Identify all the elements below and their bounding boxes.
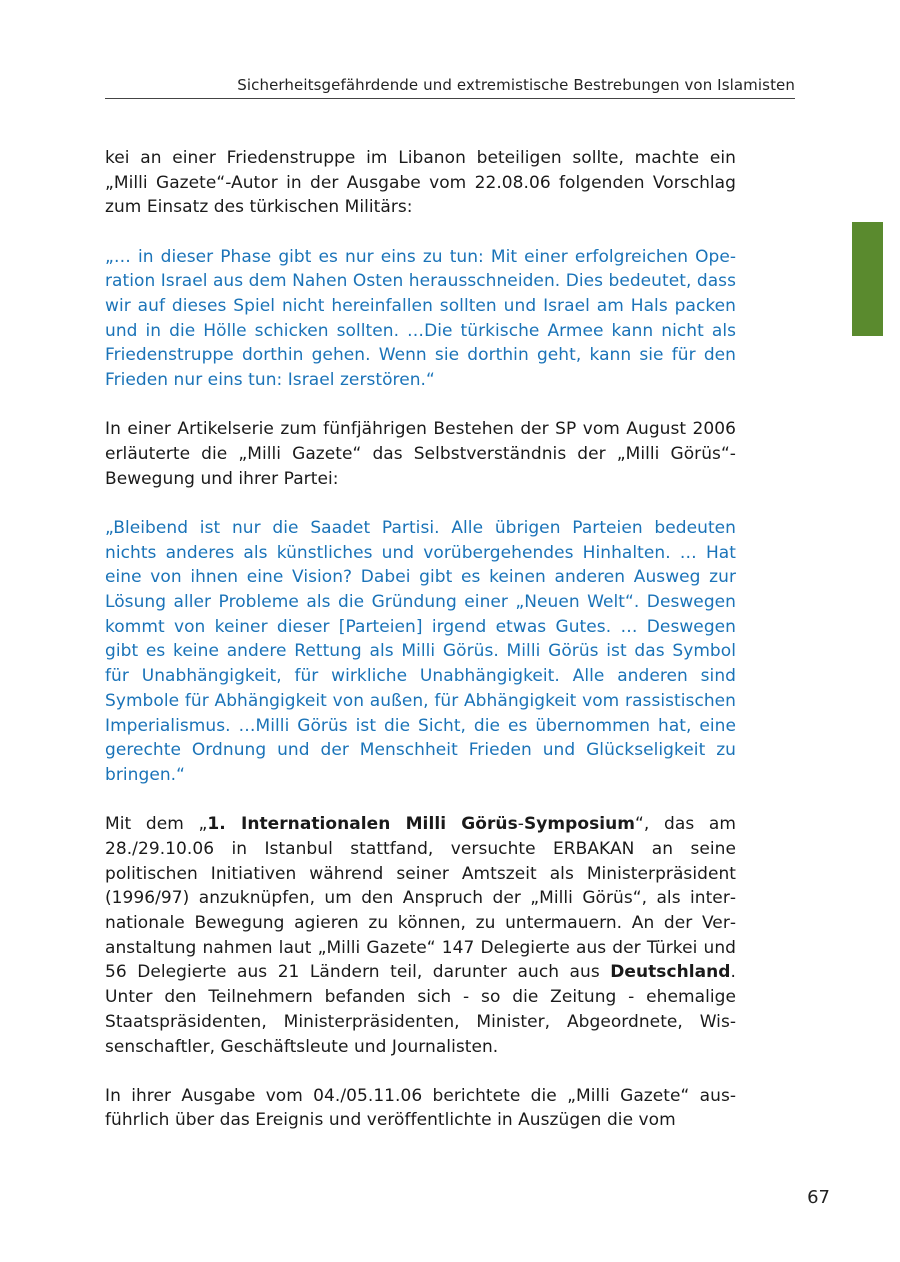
quote-paragraph (105, 516, 736, 788)
body-paragraph (105, 812, 736, 1059)
text-segment: . Unter den Teilnehmern befanden sich - so die Zeitung - ehemalige Staatspräsidenten, Ministerpräsidenten, Minister, Abgeordnete, Wissenschaftler, Geschäftsleute und Journalisten. (105, 962, 736, 1057)
bold-text-segment: Deutschland (610, 962, 731, 983)
running-header-title: Sicherheitsgefährdende und extremistische Bestrebungen von Islamisten (237, 76, 795, 94)
text-segment: “, das am 28./29.10.06 in Istanbul stattfand, versuchte ERBAKAN an seine politischen Initiativen während seiner Amtszeit als Ministerpräsident (1996/97) anzuknüpfen, um den Anspruch der „Milli Görüs“, als internationale Bewegung agieren zu können, zu untermauern. An der Veranstaltung nahmen laut „Milli Gazete“ 147 Delegierte aus der Türkei und 56 Delegierte aus 21 Ländern teil, darunter auch aus (105, 814, 736, 983)
body-paragraph (105, 1084, 736, 1133)
page-number: 67 (807, 1187, 830, 1208)
header-rule (105, 98, 795, 99)
body-paragraph (105, 146, 736, 220)
text-segment: In ihrer Ausgabe vom 04./05.11.06 berichtete die „Milli Gazete“ ausführlich über das Ereignis und veröffentlichte in Auszügen die vom (105, 1085, 736, 1131)
body-paragraph (105, 417, 736, 491)
bold-text-segment: 1. Internationalen Milli Görüs (207, 814, 518, 835)
text-segment: In einer Artikelserie zum fünfjährigen Bestehen der SP vom August 2006 erläuterte die „Milli Gazete“ das Selbstverständnis der „Milli Görüs“-Bewegung und ihrer Partei: (105, 419, 736, 489)
bold-text-segment: Symposium (523, 814, 636, 835)
text-segment: kei an einer Friedenstruppe im Libanon beteiligen sollte, machte ein „Milli Gazete“-Autor in der Ausgabe vom 22.08.06 folgenden Vorschlag zum Einsatz des türkischen Militärs: (105, 148, 736, 218)
quote-paragraph (105, 245, 736, 393)
text-segment: „Bleibend ist nur die Saadet Partisi. Alle übrigen Parteien bedeuten nichts anderes als künstliches und vorübergehendes Hinhalten. … Hat eine von ihnen eine Vision? Dabei gibt es keinen anderen Ausweg zur Lösung aller Probleme als die Gründung einer „Neuen Welt“. Deswegen kommt von keiner dieser [Parteien] irgend etwas Gutes. … Deswegen gibt es keine andere Rettung als Milli Görüs. Milli Görüs ist das Symbol für Unabhängigkeit, für wirkliche Unabhängigkeit. Alle anderen sind Symbole für Abhängigkeit von außen, für Abhängigkeit vom rassistischen Imperialismus. …Milli Görüs ist die Sicht, die es übernommen hat, eine gerechte Ordnung und der Menschheit Frieden und Glückseligkeit zu bringen.“ (105, 517, 736, 785)
text-segment: „… in dieser Phase gibt es nur eins zu tun: Mit einer erfolgreichen Operation Israel aus dem Nahen Osten herausschneiden. Dies bedeutet, dass wir auf dieses Spiel nicht hereinfallen sollten und Israel am Hals packen und in die Hölle schicken sollten. …Die türkische Armee kann nicht als Friedenstruppe dorthin gehen. Wenn sie dorthin geht, kann sie für den Frieden nur eins tun: Israel zerstören.“ (105, 246, 736, 391)
text-segment: - (517, 814, 524, 835)
page-body (105, 146, 736, 1158)
chapter-side-tab (852, 222, 883, 336)
text-segment: Mit dem „ (105, 814, 208, 835)
